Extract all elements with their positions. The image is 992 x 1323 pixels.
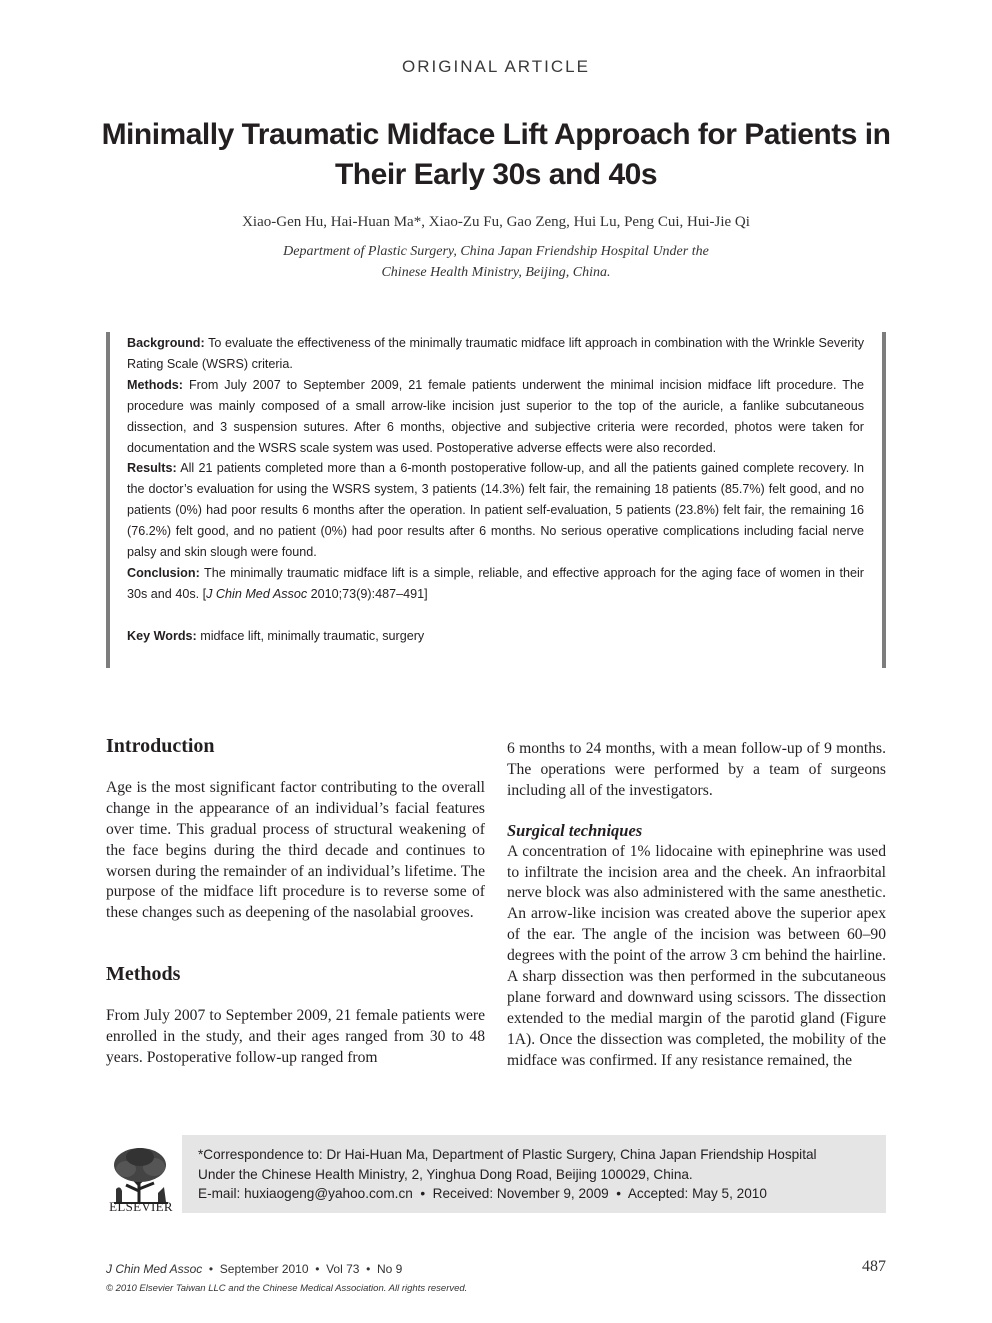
abstract-keywords xyxy=(127,626,864,647)
background-text: To evaluate the effectiveness of the minimally traumatic midface lift approach in combination with the Wrinkle Severity Rating Scale (WSRS) criteria. xyxy=(127,336,864,371)
citation-rest: 2010;73(9):487–491] xyxy=(307,586,428,601)
footnote-line-1: *Correspondence to: Dr Hai-Huan Ma, Department of Plastic Surgery, China Japan Friendship Hospital xyxy=(198,1147,817,1162)
methods-paragraph-continued: 6 months to 24 months, with a mean follow-up of 9 months. The operations were performed by a team of surgeons including all of the investigators. xyxy=(507,740,886,799)
keywords-text: midface lift, minimally traumatic, surgery xyxy=(196,628,425,643)
keywords-label: Key Words: xyxy=(127,628,197,643)
abstract-results xyxy=(127,458,864,563)
methods-heading: Methods xyxy=(106,963,181,986)
abstract-box xyxy=(106,332,886,668)
copyright-notice: © 2010 Elsevier Taiwan LLC and the Chinese Medical Association. All rights reserved. xyxy=(106,1283,468,1294)
affiliation xyxy=(0,241,992,283)
surgical-techniques-paragraph: A concentration of 1% lidocaine with epinephrine was used to infiltrate the incision area and the cheek. An infraorbital nerve block was also administered with the same anesthetic. An arrow-like incision was created above the superior apex of the ear. The angle of the incision was between 60–90 degrees with the point of the arrow 3 cm behind the hairline. A sharp dissection was then performed in the subcutaneous plane forward and downward using scissors. The dissection extended to the medial margin of the parotid gland (Figure 1A). Once the dissection was completed, the mobility of the midface was confirmed. If any resistance remained, the xyxy=(507,842,886,1069)
footnote-line-3: E-mail: huxiaogeng@yahoo.com.cn • Received: November 9, 2009 • Accepted: May 5, 2010 xyxy=(198,1186,767,1201)
right-column xyxy=(507,739,886,1072)
elsevier-logo-text: ELSEVIER xyxy=(109,1199,173,1214)
surgical-techniques-heading: Surgical techniques xyxy=(507,820,643,840)
journal-line xyxy=(106,1262,402,1276)
abstract-methods xyxy=(127,375,864,459)
methods-label: Methods: xyxy=(127,377,183,392)
methods-text: From July 2007 to September 2009, 21 female patients underwent the minimal incision midface lift procedure. The procedure was mainly composed of a small arrow-like incision just superior to the top of the auricle, a fanlike subcutaneous dissection, and 3 suspension sutures. After 6 months, objective and subjective criteria were recorded, photos were taken for documentation and the WSRS scale system was used. Postoperative adverse effects were also recorded. xyxy=(127,377,864,455)
citation-journal: J Chin Med Assoc xyxy=(206,586,308,601)
article-title: Minimally Traumatic Midface Lift Approach for Patients in Their Early 30s and 40s xyxy=(101,118,891,191)
left-column xyxy=(106,736,485,1069)
abstract-background xyxy=(127,333,864,375)
footnote-line-2: Under the Chinese Health Ministry, 2, Yinghua Dong Road, Beijing 100029, China. xyxy=(198,1166,693,1182)
affiliation-line-1: Department of Plastic Surgery, China Japan Friendship Hospital Under the xyxy=(283,244,709,259)
conclusion-label: Conclusion: xyxy=(127,565,200,580)
affiliation-line-2: Chinese Health Ministry, Beijing, China. xyxy=(381,265,611,280)
journal-details: • September 2010 • Vol 73 • No 9 xyxy=(202,1262,403,1276)
background-label: Background: xyxy=(127,336,205,350)
page-number: 487 xyxy=(862,1258,886,1275)
results-text: All 21 patients completed more than a 6-month postoperative follow-up, and all the patients gained complete recovery. In the doctor’s evaluation for using the WSRS system, 3 patients (14.3%) felt fair, the remaining 18 patients (85.7%) felt good, and no patients (0%) had poor results 6 months after the operation. In patient self-evaluation, 5 patients (23.8%) felt fair, the remaining 16 (76.2%) felt good, and no patient (0%) had poor results after 6 months. No serious operative complications including facial nerve palsy and skin slough were found. xyxy=(127,461,864,560)
abstract-conclusion xyxy=(127,563,864,605)
introduction-paragraph: Age is the most significant factor contributing to the overall change in the appearance of an individual’s facial features over time. This gradual process of structural weakening of the face begins during the third decade and continues to worsen during the remainder of an individual’s lifetime. The purpose of the midface lift procedure is to reverse some of these changes such as deepening of the nasolabial grooves. xyxy=(106,778,485,922)
correspondence-footnote xyxy=(182,1135,886,1213)
methods-paragraph: From July 2007 to September 2009, 21 female patients were enrolled in the study, and their ages ranged from 30 to 48 years. Postoperative follow-up ranged from xyxy=(106,1007,485,1066)
journal-name: J Chin Med Assoc xyxy=(106,1262,203,1276)
results-label: Results: xyxy=(127,461,177,476)
author-list: Xiao-Gen Hu, Hai-Huan Ma*, Xiao-Zu Fu, Gao Zeng, Hui Lu, Peng Cui, Hui-Jie Qi xyxy=(242,214,750,230)
conclusion-text: The minimally traumatic midface lift is a simple, reliable, and effective approach for the aging face of women in their 30s and 40s. [ xyxy=(127,565,864,601)
section-label: ORIGINAL ARTICLE xyxy=(402,57,590,76)
introduction-heading: Introduction xyxy=(106,735,215,757)
